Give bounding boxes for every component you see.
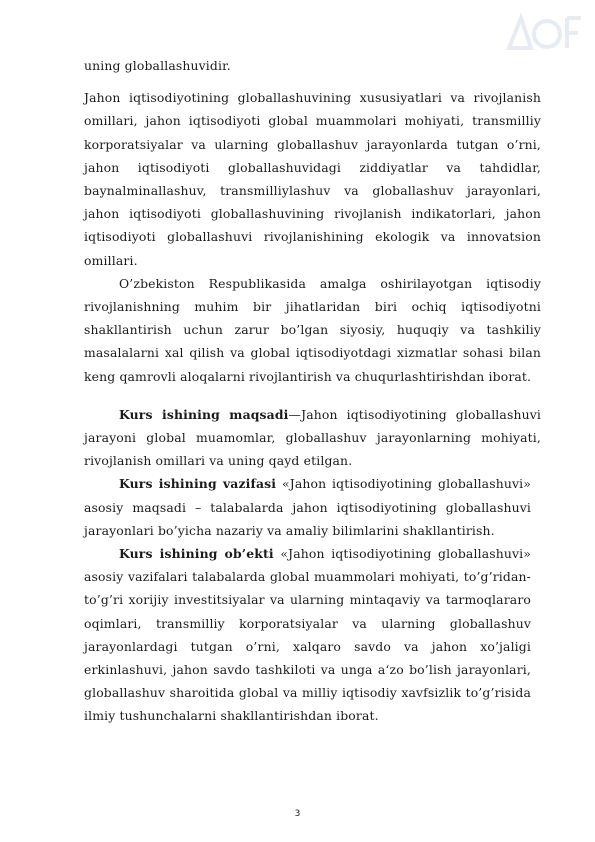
course-object-text: «Jahon iqtisodiyotining globallashuvi» asosiy vazifalari talabalarda global muammolari mohiyati, to’g’ridan-to’g’ri xorijiy investitsiyalar va ularning mintaqaviy va tarmoqlararo oqimlari, transmilliy korporatsiyalar va ularning globallashuv jarayonlardagi tutgan o’rni, xalqaro savdo va jahon xo’jaligi erkinlashuvi, jahon savdo tashkiloti va unga a‘zo bo’lish jarayonlari, globallashuv sharoitida global va milliy iqtisodiy xavfsizlik to’g’risida ilmiy tushunchalarni shakllantirishdan iborat. xyxy=(84,546,531,724)
course-task-label: Kurs ishining vazifasi xyxy=(119,476,277,492)
paragraph-uzbekistan-development: O’zbekiston Respublikasida amalga oshirilayotgan iqtisodiy rivojlanishning muhim bir jihatlaridan biri ochiq iqtisodiyotni shakllantirish uchun zarur bo’lgan siyosiy, huquqiy va tashkiliy masalalarni xal qilish va global iqtisodiyotdagi xizmatlar sohasi bilan keng qamrovli aloqalarni rivojlantirish va chuqurlashtirishdan iborat. xyxy=(84,275,541,384)
course-goal-paragraph xyxy=(84,403,541,473)
course-goal-text: —Jahon iqtisodiyotining globallashuvi jarayoni global muamomlar, globallashuv jarayonlarning mohiyati, rivojlanish omillari va uning qayd etilgan. xyxy=(84,406,541,469)
course-object-paragraph xyxy=(84,542,531,728)
document-body xyxy=(84,54,541,728)
course-task-text: «Jahon iqtisodiyotining globallashuvi» asosiy maqsadi – talabalarda jahon iqtisodiyotining globallashuvi jarayonlari bo’yicha nazariy va amaliy bilimlarini shakllantirish. xyxy=(84,476,531,538)
watermark-logo xyxy=(503,8,587,60)
course-task-paragraph xyxy=(84,472,531,542)
intro-line: uning globallashuvidir. xyxy=(84,58,231,73)
paragraph-globalization-features: Jahon iqtisodiyotining globallashuvining xususiyatlari va rivojlanish omillari, jahon iqtisodiyoti global muammolari mohiyati, transmilliy korporatsiyalar va ularning globallashuv jarayonlarda tutgan o’rni, jahon iqtisodiyoti globallashuvidagi ziddiyatlar va tahdidlar, baynalminallashuv, transmilliylashuv va globallashuv jarayonlari, jahon iqtisodiyoti globallashuvining rivojlanish indikatorlari, jahon iqtisodiyoti globallashuvi rivojlanishining ekologik va innovatsion omillari. xyxy=(84,90,541,268)
course-object-label: Kurs ishining ob’ekti xyxy=(119,546,274,562)
course-goal-label: Kurs ishining maqsadi xyxy=(119,406,289,422)
page-number: 3 xyxy=(294,809,301,819)
